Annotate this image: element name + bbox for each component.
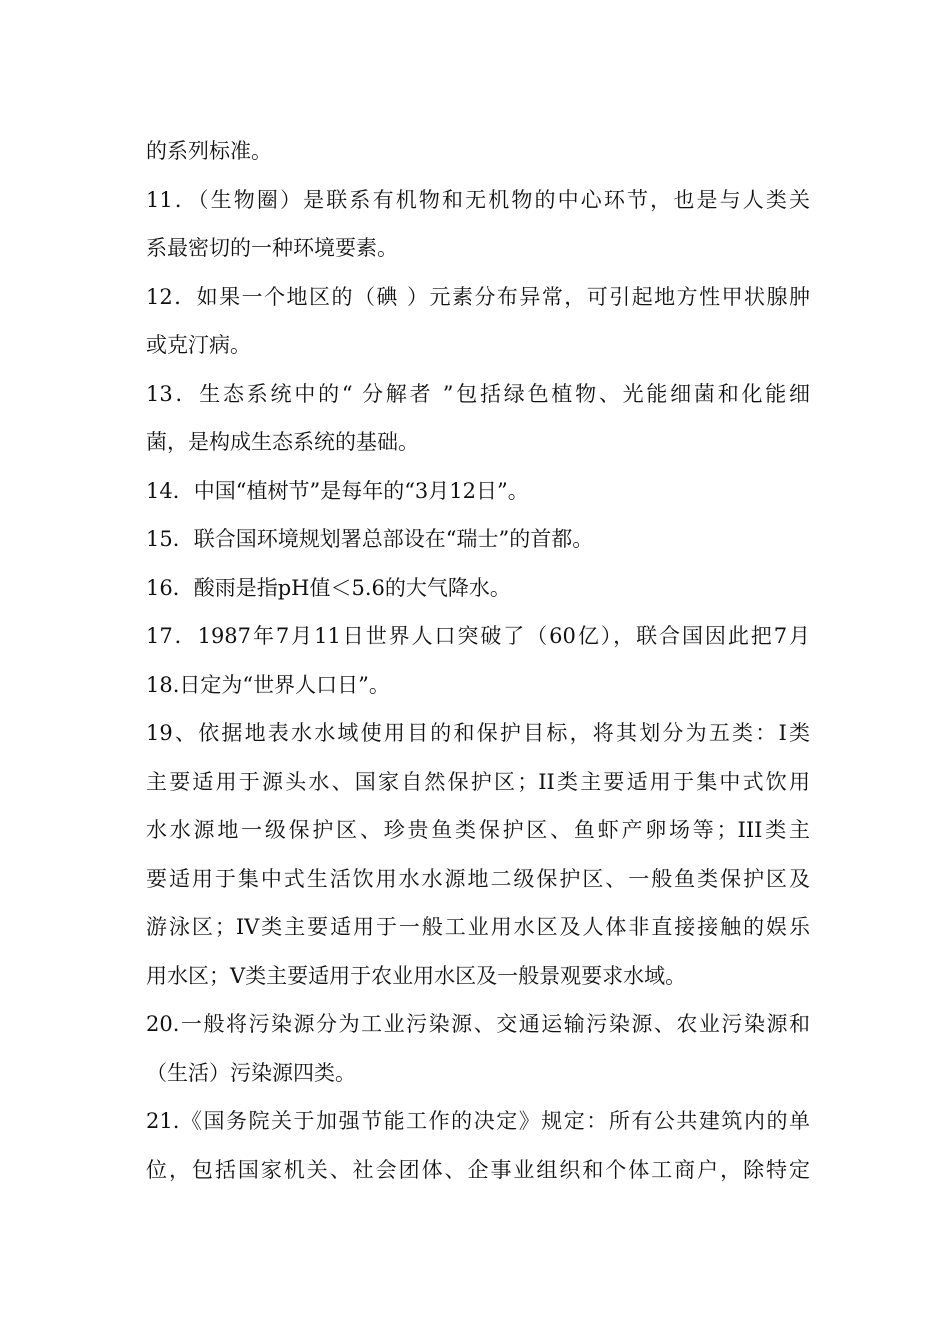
text-line-13: 19、依据地表水水域使用目的和保护目标，将其划分为五类：I类 xyxy=(146,721,810,745)
text-line-22: 位，包括国家机关、社会团体、企事业组织和个体工商户，除特定 xyxy=(146,1157,810,1182)
text-line-2: 11．（生物圈）是联系有机物和无机物的中心环节，也是与人类关 xyxy=(146,187,810,212)
text-line-19: 20.一般将污染源分为工业污染源、交通运输污染源、农业污染源和 xyxy=(146,1012,810,1036)
document-body xyxy=(146,127,810,1194)
text-line-15: 水水源地一级保护区、珍贵鱼类保护区、鱼虾产卵场等；III类主 xyxy=(146,818,810,842)
text-line-3: 系最密切的一种环境要素。 xyxy=(146,236,398,260)
text-line-17: 游泳区；IV类主要适用于一般工业用水区及人体非直接接触的娱乐 xyxy=(146,915,810,939)
text-line-4: 12．如果一个地区的（碘 ）元素分布异常，可引起地方性甲状腺肿 xyxy=(146,284,810,309)
text-line-11: 17．1987年7月11日世界人口突破了（60亿），联合国因此把7月 xyxy=(146,624,810,648)
text-line-7: 菌，是构成生态系统的基础。 xyxy=(146,430,419,454)
text-line-14: 主要适用于源头水、国家自然保护区；II类主要适用于集中式饮用 xyxy=(146,769,810,794)
text-line-12: 18.日定为“世界人口日”。 xyxy=(146,672,390,697)
text-line-20: （生活）污染源四类。 xyxy=(146,1060,356,1085)
text-line-16: 要适用于集中式生活饮用水水源地二级保护区、一般鱼类保护区及 xyxy=(146,866,810,891)
text-line-6: 13．生态系统中的“ 分解者 ”包括绿色植物、光能细菌和化能细 xyxy=(146,381,810,406)
text-line-18: 用水区；V类主要适用于农业用水区及一般景观要求水域。 xyxy=(146,963,687,988)
text-line-10: 16．酸雨是指pH值＜5.6的大气降水。 xyxy=(146,575,511,600)
text-line-9: 15．联合国环境规划署总部设在“瑞士”的首都。 xyxy=(146,527,594,551)
text-line-5: 或克汀病。 xyxy=(146,333,251,357)
text-line-21: 21.《国务院关于加强节能工作的决定》规定：所有公共建筑内的单 xyxy=(146,1109,810,1133)
text-line-1: 的系列标准。 xyxy=(146,139,272,163)
text-line-8: 14．中国“植树节”是每年的“3月12日”。 xyxy=(146,478,529,503)
